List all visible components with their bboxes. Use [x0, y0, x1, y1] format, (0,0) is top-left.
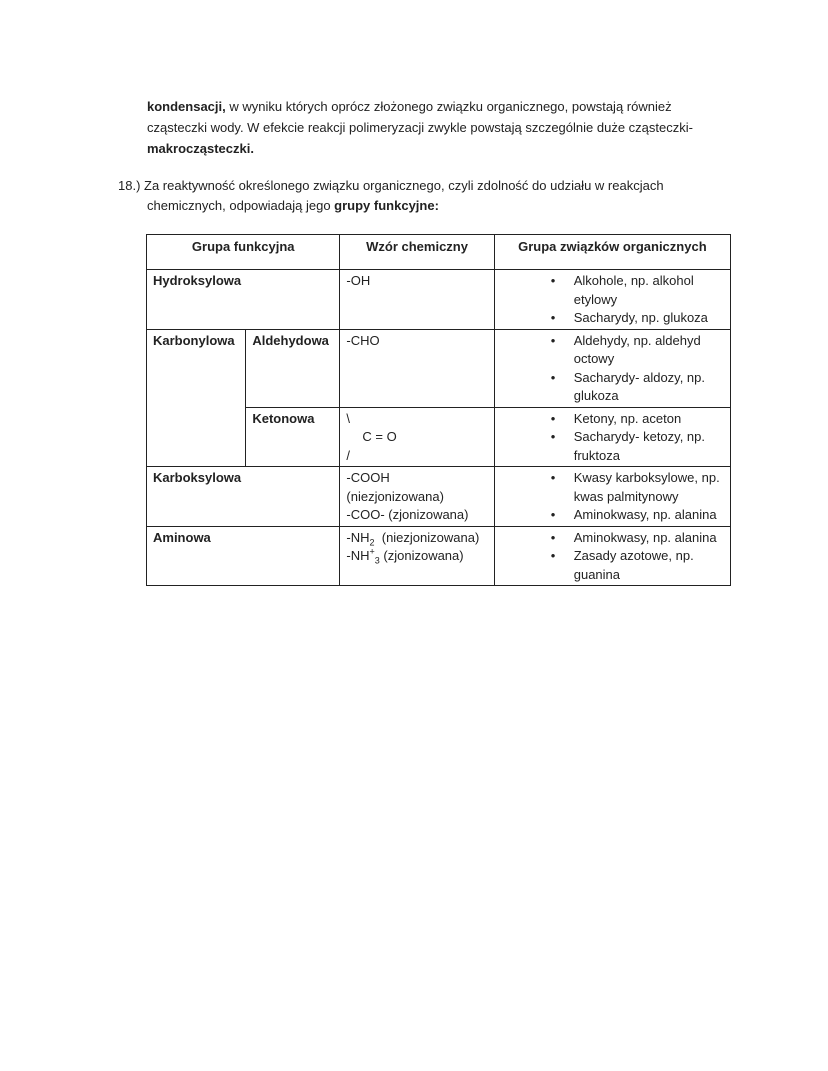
formula-nh2-base: -NH — [346, 529, 370, 545]
header-grupa-zwiazkow: Grupa związków organicznych — [494, 235, 730, 270]
formula-nh3-sup: + — [369, 546, 375, 557]
list-item: • Aminokwasy, np. alanina — [501, 529, 724, 548]
examples-hydroksylowa — [494, 270, 730, 330]
list-item: • Kwasy karboksylowe, np. kwas palmitynowy — [501, 469, 724, 506]
examples-karboksylowa — [494, 467, 730, 527]
table-header-row — [147, 235, 731, 270]
formula-nh2-line-1 — [346, 529, 487, 548]
formula-cooh-line-1: -COOH — [346, 470, 390, 485]
term-kondensacji: kondensacji, — [147, 99, 226, 114]
examples-aminowa — [494, 526, 730, 586]
formula-nh2-rest: (niezjonizowana) — [374, 529, 480, 545]
formula-co-line-2: C = O — [362, 429, 397, 444]
formula-nh3-sub: 3 — [374, 555, 380, 566]
formula-nh3-base: -NH — [346, 548, 370, 563]
list-item: • Alkohole, np. alkohol etylowy — [501, 272, 724, 309]
list-item: • Zasady azotowe, np. guanina — [501, 547, 724, 584]
formula-nh3-line-2 — [346, 547, 487, 566]
header-grupa-funkcyjna: Grupa funkcyjna — [147, 235, 340, 270]
table-row-karboksylowa — [147, 467, 731, 527]
formula-co-line-1: \ — [346, 410, 351, 426]
item-18-line-2 — [118, 196, 758, 216]
table-row-aminowa — [147, 526, 731, 586]
examples-ketonowa — [494, 407, 730, 467]
formula-co-line-3: / — [346, 447, 351, 463]
subgroup-name-ketonowa: Ketonowa — [246, 407, 340, 467]
group-name-karboksylowa: Karboksylowa — [147, 467, 340, 527]
intro-paragraph — [147, 96, 747, 159]
formula-co — [340, 407, 494, 467]
list-item: • Sacharydy- aldozy, np. glukoza — [501, 369, 724, 406]
intro-line-1-text: w wyniku których oprócz złożonego związku organicznego, powstają również — [225, 99, 672, 114]
intro-line-2: cząsteczki wody. W efekcie reakcji polimeryzacji zwykle powstają szczególnie duże cząsteczki- — [147, 120, 693, 135]
formula-nh3-rest: (zjonizowana) — [379, 548, 464, 563]
group-name-hydroksylowa: Hydroksylowa — [147, 270, 340, 330]
functional-groups-table — [146, 234, 731, 586]
formula-oh: -OH — [340, 270, 494, 330]
group-name-aminowa: Aminowa — [147, 526, 340, 586]
formula-cooh — [340, 467, 494, 527]
formula-cooh-line-2: (niezjonizowana) — [346, 488, 444, 504]
list-item: • Sacharydy, np. glukoza — [501, 309, 724, 328]
formula-nh2-sub: 2 — [369, 537, 375, 548]
term-makroczasteczki: makrocząsteczki. — [147, 141, 254, 156]
item-18 — [118, 176, 758, 216]
item-18-line-1: 18.) Za reaktywność określonego związku organicznego, czyli zdolność do udziału w reakcjach — [118, 178, 664, 193]
formula-cho: -CHO — [340, 329, 494, 407]
item-18-line-2-text: chemicznych, odpowiadają jego — [147, 198, 335, 213]
examples-aldehydowa — [494, 329, 730, 407]
group-name-karbonylowa: Karbonylowa — [147, 329, 246, 467]
list-item: • Aldehydy, np. aldehyd octowy — [501, 332, 724, 369]
table-row-hydroksylowa — [147, 270, 731, 330]
list-item: • Sacharydy- ketozy, np. fruktoza — [501, 428, 724, 465]
subgroup-name-aldehydowa: Aldehydowa — [246, 329, 340, 407]
list-item: • Aminokwasy, np. alanina — [501, 506, 724, 525]
list-item: • Ketony, np. aceton — [501, 410, 724, 429]
header-wzor-chemiczny: Wzór chemiczny — [340, 235, 494, 270]
table-row-aldehydowa — [147, 329, 731, 407]
term-grupy-funkcyjne: grupy funkcyjne: — [334, 198, 439, 213]
intro-line-1 — [147, 96, 747, 117]
formula-nh2 — [340, 526, 494, 586]
formula-cooh-line-3: -COO- (zjonizowana) — [346, 507, 469, 522]
